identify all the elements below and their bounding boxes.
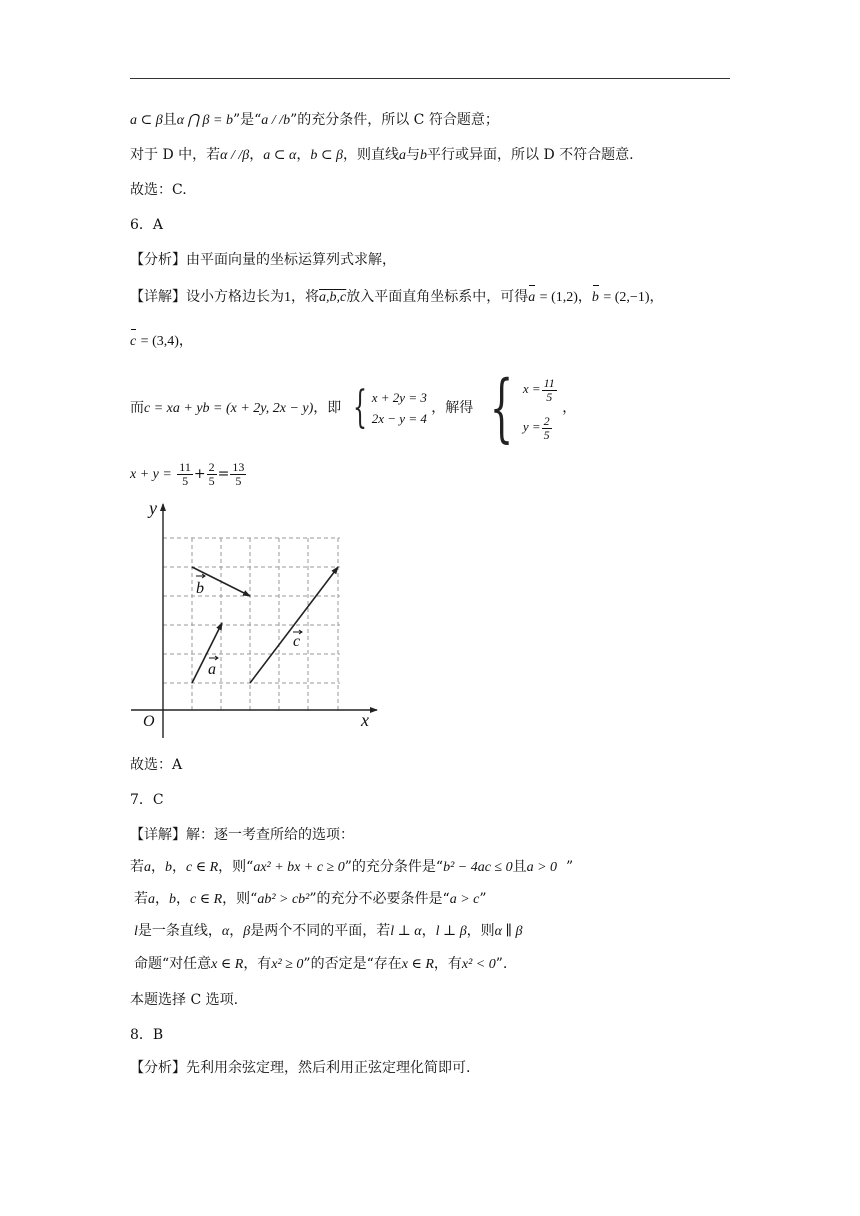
q6-detail: 【详解】设小方格边长为1，将a,b,c放入平面直角坐标系中，可得a = (1,2)，b = (2,−1)， <box>130 287 663 308</box>
q7-option-1: 若a，b，c ∈ R，则“ax² + bx + c ≥ 0”的充分条件是“b² − 4ac ≤ 0且a > 0 ” <box>130 859 574 875</box>
q8-analysis: 【分析】先利用余弦定理，然后利用正弦定理化简即可. <box>130 1060 471 1076</box>
q8-heading: 8．B <box>130 1027 164 1043</box>
q6-system: 而c = xa + yb = (x + 2y, 2x − y)，即 { x + 2y = 3 2x − y = 4 ，解得 { x = $\frac{11}{5}$ y = $\frac{2}{5}$ ， <box>130 365 577 451</box>
grid <box>163 538 340 710</box>
axis-y-label: y <box>149 498 157 518</box>
q7-option-2: 若a，b，c ∈ R，则“ab² > cb²”的充分不必要条件是“a > c” <box>134 891 487 907</box>
q7-option-3: l是一条直线，α，β是两个不同的平面，若l ⊥ α，l ⊥ β，则α ∥ β <box>134 923 523 939</box>
q7-answer: 本题选择 C 选项. <box>130 992 239 1008</box>
q7-detail: 【详解】解：逐一考查所给的选项： <box>130 827 354 843</box>
axis-x-label: x <box>361 710 369 730</box>
q5-conclusion-c: a ⊂ β且α ⋂ β = b”是“a / /b”的充分条件，所以 C 符合题意； <box>130 112 499 128</box>
origin-label: O <box>143 713 155 730</box>
q7-option-4: 命题“对任意x ∈ R，有x² ≥ 0”的否定是“存在x ∈ R，有x² < 0”. <box>134 956 508 972</box>
q6-heading: 6．A <box>130 217 164 233</box>
solution-system: { x = $\frac{11}{5}$ y = $\frac{2}{5}$ <box>489 365 555 451</box>
q6-answer: 故选：A <box>130 757 183 773</box>
q6-analysis: 【分析】由平面向量的坐标运算列式求解， <box>130 252 396 268</box>
vector-a-label <box>208 656 218 678</box>
vector-c-label <box>293 630 302 650</box>
vector-a <box>192 623 222 683</box>
svg-text:c: c <box>293 633 301 650</box>
q5-option-d: 对于 D 中，若α / /β，a ⊂ α，b ⊂ β，则直线a与b平行或异面，所以 D 不符合题意. <box>130 147 634 163</box>
vector-grid-figure <box>125 498 395 738</box>
svg-text:b: b <box>196 580 204 597</box>
vector-b-label <box>196 574 205 597</box>
q6-c-vector: c = (3,4)， <box>130 331 193 352</box>
svg-text:a: a <box>208 661 216 678</box>
q7-heading: 7．C <box>130 792 164 808</box>
q5-answer: 故选：C. <box>130 182 187 198</box>
q6-sum: x + y = $\frac{11}{5}$ + $\frac{2}{5}$ = $\frac{13}{5}$ <box>130 459 245 488</box>
equation-system: { x + 2y = 3 2x − y = 4 <box>352 382 427 433</box>
header-rule <box>130 78 730 79</box>
